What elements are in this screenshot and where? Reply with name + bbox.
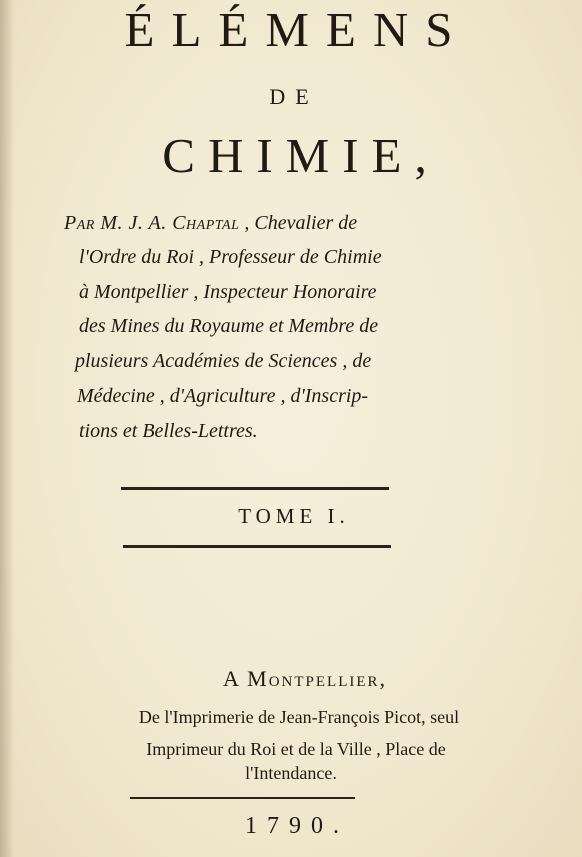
imprint-line-3: l'Intendance. (245, 763, 337, 783)
author-line-5: plusieurs Académies de Sciences , de (75, 350, 372, 372)
imprint-line-1: De l'Imprimerie de Jean-François Picot, seul (138, 707, 460, 727)
author-line-1 (64, 210, 357, 236)
author-line-1-rest: , Chevalier de (239, 212, 358, 234)
title-line-elemens: ÉLÉMENS (124, 2, 470, 57)
volume-label: TOME I. (238, 504, 350, 528)
author-line-6: Médecine , d'Agriculture , d'Inscrip- (77, 385, 369, 407)
imprint-line-2: Imprimeur du Roi et de la Ville , Place de (146, 739, 446, 759)
title-line-chimie: CHIMIE, (162, 128, 440, 183)
author-name: Par M. J. A. Chaptal (64, 212, 240, 234)
author-line-4: des Mines du Royaume et Membre de (79, 315, 379, 337)
author-line-3: à Montpellier , Inspecteur Honoraire (79, 281, 377, 303)
author-line-2: l'Ordre du Roi , Professeur de Chimie (79, 246, 382, 268)
imprint-city: A Montpellier, (222, 666, 388, 691)
divider-rule-imprint (130, 797, 355, 799)
divider-rule-top (121, 487, 389, 490)
publication-year: 1790. (245, 813, 349, 839)
title-line-de: DE (269, 84, 319, 109)
author-line-7: tions et Belles-Lettres. (79, 420, 258, 442)
divider-rule-bottom (123, 545, 391, 548)
